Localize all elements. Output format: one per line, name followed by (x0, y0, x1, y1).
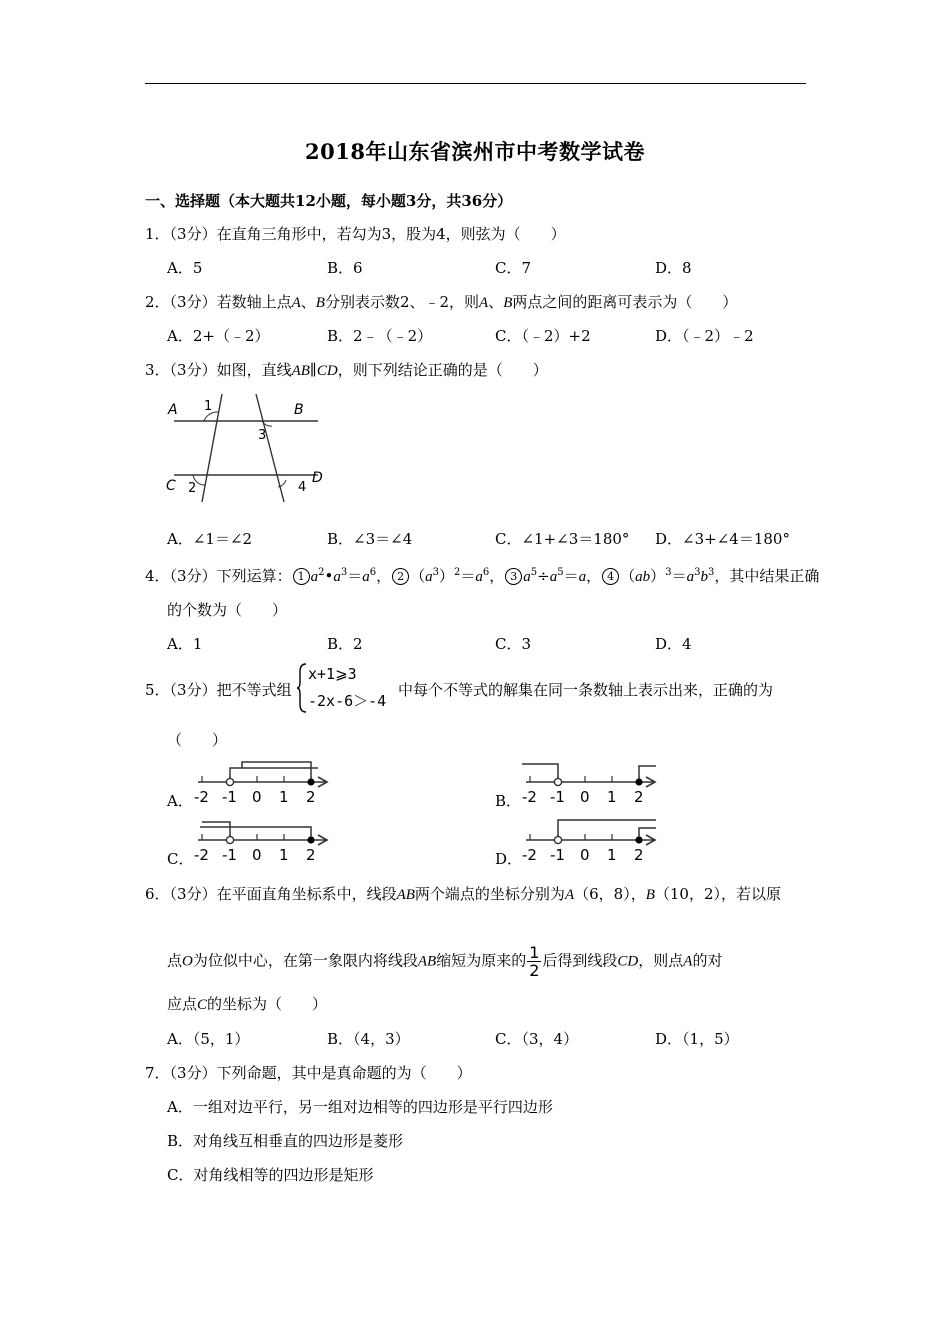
question-1-option-d: D．8 (655, 259, 692, 277)
tick-label: -1 (222, 846, 237, 864)
question-2-option-b: B．2﹣（﹣2） (327, 327, 433, 345)
question-2-option-a: A．2+（﹣2） (167, 327, 270, 345)
question-5-option-d: D． (495, 850, 523, 868)
question-5-option-c: C． (167, 850, 194, 868)
section-heading: 一、选择题（本大题共12小题，每小题3分，共36分） (145, 192, 513, 210)
figure-label-c: C (166, 478, 176, 494)
question-2-option-d: D．（﹣2）﹣2 (655, 327, 754, 345)
page-title: 2018年山东省滨州市中考数学试卷 (305, 139, 645, 164)
tick-label: -1 (222, 788, 237, 806)
question-3-stem: 3．（3分）如图，直线AB∥CD，则下列结论正确的是（ ） (145, 361, 548, 379)
figure-angle-4: 4 (298, 480, 307, 495)
tick-label: 2 (634, 788, 644, 806)
question-6-option-b: B．（4，3） (327, 1030, 410, 1048)
figure-angle-1: 1 (204, 399, 213, 414)
question-7-option-b: B．对角线互相垂直的四边形是菱形 (167, 1132, 404, 1150)
question-7-stem: 7．（3分）下列命题，其中是真命题的为（ ） (145, 1064, 472, 1082)
question-5-stem-prefix: 5．（3分）把不等式组 (145, 681, 292, 699)
figure-angle-2: 2 (188, 481, 197, 496)
question-1-option-b: B．6 (327, 259, 363, 277)
tick-label: -2 (522, 788, 537, 806)
brace-icon (296, 662, 308, 714)
question-2-stem: 2．（3分）若数轴上点A、B分别表示数2、﹣2，则A、B两点之间的距离可表示为（ ） (145, 293, 738, 311)
question-6-stem-line3: 应点C的坐标为（ ） (167, 995, 328, 1013)
inequality-row-2: -2x-6＞-4 (308, 692, 387, 710)
question-3-option-a: A．∠1＝∠2 (167, 530, 253, 548)
question-3-option-d: D．∠3+∠4＝180° (655, 530, 790, 548)
question-5-stem-line2: （ ） (167, 731, 228, 749)
tick-label: 1 (279, 788, 289, 806)
question-5-stem-suffix: 中每个不等式的解集在同一条数轴上表示出来，正确的为 (398, 681, 774, 699)
parallel-lines-figure (160, 390, 340, 505)
question-6-stem-line2: 点O为位似中心，在第一象限内将线段AB缩短为原来的 $\frac{1}{2}$ 后得到线段CD，则点A的对 (167, 943, 723, 980)
question-4-option-c: C．3 (495, 635, 532, 653)
tick-label: 1 (607, 788, 617, 806)
tick-label: 2 (634, 846, 644, 864)
tick-label: -2 (194, 846, 209, 864)
tick-label: 1 (279, 846, 289, 864)
question-1-stem: 1．（3分）在直角三角形中，若勾为3，股为4，则弦为（ ） (145, 225, 566, 243)
tick-label: 0 (580, 788, 590, 806)
figure-label-b: B (294, 402, 304, 418)
tick-label: 0 (252, 788, 262, 806)
tick-label: 0 (252, 846, 262, 864)
number-line-b (518, 756, 663, 806)
question-4-stem-line2: 的个数为（ ） (167, 601, 288, 619)
number-line-d (518, 814, 663, 864)
tick-label: 0 (580, 846, 590, 864)
question-3-option-c: C．∠1+∠3＝180° (495, 530, 630, 548)
figure-label-a: A (168, 402, 178, 418)
question-6-option-c: C．（3，4） (495, 1030, 579, 1048)
question-6-option-d: D．（1，5） (655, 1030, 739, 1048)
question-1-option-c: C．7 (495, 259, 532, 277)
question-4-stem: 4．（3分）下列运算： 1 $a^2•a^3=a^6$， 2 $(a^3)^2=a^6$， 3 $a^5\div a^5=a$， 4 $(ab)^3=a^3b^3$，其中结果正确 (145, 567, 820, 585)
inequality-row-1: x+1⩾3 (308, 665, 357, 683)
question-1-option-a: A．5 (167, 259, 203, 277)
question-5-option-b: B． (495, 792, 522, 810)
question-7-option-c: C．对角线相等的四边形是矩形 (167, 1166, 374, 1184)
question-4-option-d: D．4 (655, 635, 692, 653)
figure-label-d: D (312, 470, 323, 486)
question-3-option-b: B．∠3＝∠4 (327, 530, 413, 548)
question-4-option-b: B．2 (327, 635, 363, 653)
question-7-option-a: A．一组对边平行，另一组对边相等的四边形是平行四边形 (167, 1098, 553, 1116)
tick-label: -1 (550, 846, 565, 864)
tick-label: -2 (194, 788, 209, 806)
number-line-c (190, 814, 335, 864)
question-5-option-a: A． (167, 792, 193, 810)
question-2-option-c: C．（﹣2）+2 (495, 327, 591, 345)
figure-angle-3: 3 (258, 428, 267, 443)
question-6-stem: 6．（3分）在平面直角坐标系中，线段AB两个端点的坐标分别为A（6，8），B（10，2），若以原 (145, 885, 782, 903)
fraction-one-half: $\frac{1}{2}$ (529, 943, 540, 980)
question-4-option-a: A．1 (167, 635, 203, 653)
tick-label: 2 (306, 846, 316, 864)
number-line-a (190, 756, 335, 806)
tick-label: -1 (550, 788, 565, 806)
tick-label: 1 (607, 846, 617, 864)
tick-label: -2 (522, 846, 537, 864)
tick-label: 2 (306, 788, 316, 806)
question-6-option-a: A．（5，1） (167, 1030, 250, 1048)
header-rule (145, 83, 806, 84)
inequality-system (296, 662, 400, 714)
